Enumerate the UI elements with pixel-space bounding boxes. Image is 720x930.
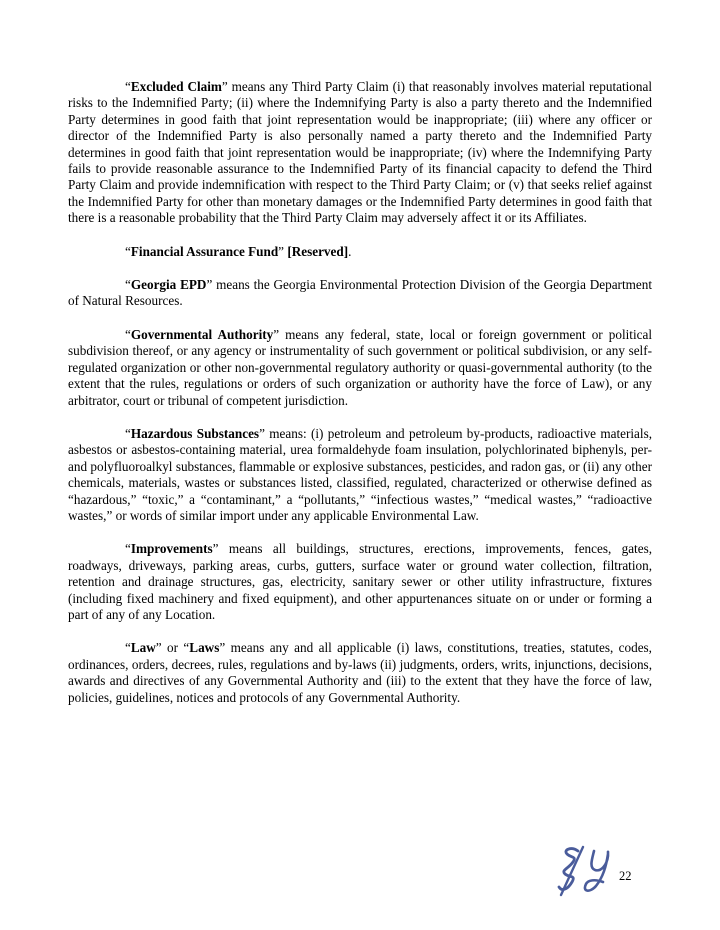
- defined-term: Laws: [189, 640, 220, 656]
- paragraph-text: “: [125, 277, 131, 293]
- paragraph-text: “: [125, 326, 131, 342]
- paragraph-text: “: [125, 640, 131, 656]
- definition-paragraph-financial-assurance-fund: [68, 244, 652, 260]
- defined-term: Improvements: [130, 541, 213, 557]
- paragraph-text: .: [348, 243, 352, 259]
- paragraph-text: ” or “: [155, 640, 190, 656]
- defined-term: Hazardous Substances: [130, 425, 260, 441]
- paragraph-text: “: [125, 79, 131, 94]
- defined-term: Excluded Claim: [130, 79, 222, 94]
- definition-paragraph-law-laws: [68, 640, 652, 706]
- definition-paragraph-excluded-claim: [68, 79, 652, 227]
- definition-paragraph-governmental-authority: [68, 327, 652, 409]
- paragraph-text: ” means any Third Party Claim (i) that reasonably involves material reputational risks to the Indemnified Party; (ii) where the Indemnifying Party is also a party thereto and the Indemnified Party determines in good faith that joint representation would be inappropriate; (iii) where any officer or director of the Indemnified Party is also personally named a party thereto and the Indemnified Party determines in good faith that joint representation would be inappropriate; (iv) where the Indemnifying Party fails to provide reasonable assurance to the Indemnified Party of its financial capacity to defend the Third Party Claim and provide indemnification with respect to the Third Party Claim; or (v) that seeks relief against the Indemnified Party for other than monetary damages or the Indemnified Party determines in good faith that there is a reasonable probability that the Third Party Claim may adversely affect it or its Affiliates.: [68, 79, 652, 226]
- paragraph-text: ” means all buildings, structures, erections, improvements, fences, gates, roadways, driveways, parking areas, curbs, gutters, surface water or ground water collection, filtration, retention and drainage structures, gas, electricity, sanitary sewer or other utility infrastructure, fixtures (including fixed machinery and fixed equipment), and other appurtenances situate on or under or forming a part of any of any Location.: [68, 541, 652, 622]
- defined-term: Law: [130, 640, 156, 656]
- paragraph-text: ”: [278, 243, 288, 259]
- handwritten-initials-signature-icon: [550, 843, 626, 901]
- defined-term: Governmental Authority: [130, 326, 274, 342]
- definition-paragraph-georgia-epd: [68, 277, 652, 310]
- paragraph-text: “: [125, 243, 131, 259]
- page-number: 22: [619, 869, 632, 883]
- paragraph-text: ” means any and all applicable (i) laws, constitutions, treaties, statutes, codes, ordinances, orders, decrees, rules, regulations and by-laws (ii) judgments, orders, writs, injunctions, decisions, awards and directives of any Governmental Authority and (iii) to the extent that they have the force of law, policies, guidelines, notices and protocols of any Governmental Authority.: [68, 640, 652, 705]
- paragraph-text: ” means any federal, state, local or foreign government or political subdivision thereof, or any agency or instrumentality of such government or political subdivision, or any self-regulated organization or other non-governmental regulatory authority or quasi-governmental authority (to the extent that the rules, regulations or orders of such organization or authority have the force of Law), or any arbitrator, court or tribunal of competent jurisdiction.: [68, 326, 652, 408]
- defined-term: Financial Assurance Fund: [130, 243, 279, 259]
- paragraph-text: ” means the Georgia Environmental Protection Division of the Georgia Department of Natural Resources.: [68, 277, 652, 309]
- paragraph-text: “: [125, 541, 131, 557]
- definition-paragraph-improvements: [68, 541, 652, 623]
- paragraph-text: ” means: (i) petroleum and petroleum by-products, radioactive materials, asbestos or asbestos-containing material, urea formaldehyde foam insulation, polychlorinated biphenyls, per- and polyfluoroalkyl substances, flammable or explosive substances, pesticides, and radon gas, or (ii) any other chemicals, materials, wastes or substances listed, classified, regulated, characterized or otherwise defined as “hazardous,” “toxic,” a “contaminant,” a “pollutants,” “infectious wastes,” “medical wastes,” “radioactive wastes,” or words of similar import under any applicable Environmental Law.: [68, 425, 653, 523]
- document-body: [68, 79, 652, 723]
- reserved-marker: [Reserved]: [287, 243, 349, 259]
- definition-paragraph-hazardous-substances: [68, 426, 652, 524]
- paragraph-text: “: [125, 425, 131, 441]
- defined-term: Georgia EPD: [130, 277, 207, 293]
